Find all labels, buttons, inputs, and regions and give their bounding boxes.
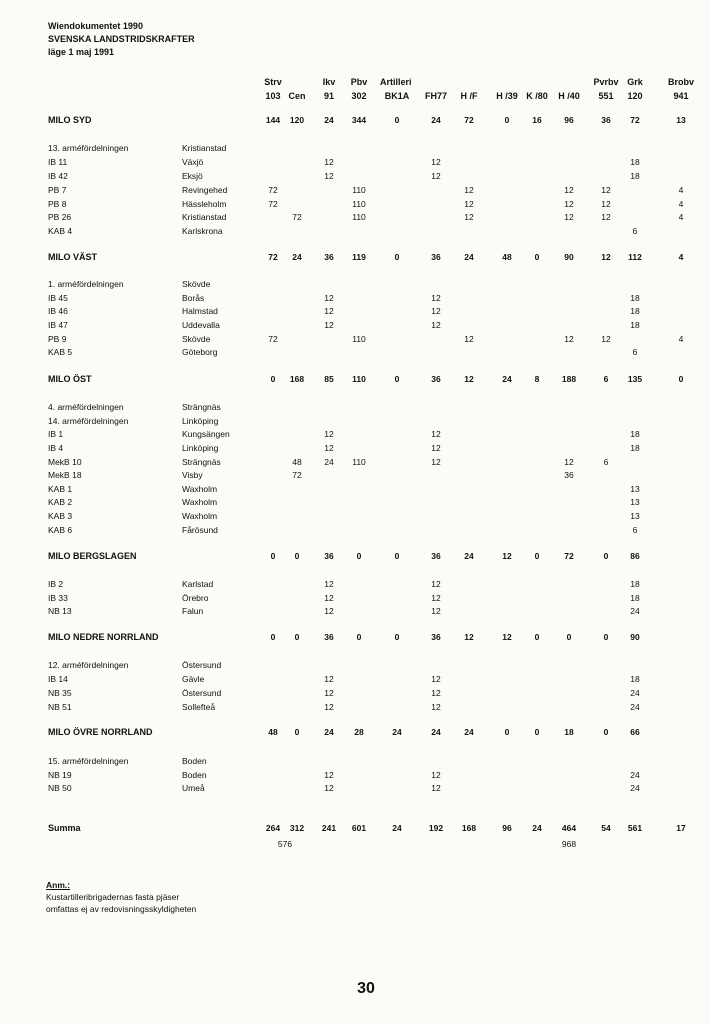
- table-cell: 12: [601, 334, 611, 344]
- unit-name: IB 42: [48, 171, 68, 181]
- table-cell: 36: [601, 115, 611, 125]
- table-cell: 144: [265, 115, 281, 125]
- unit-name: 13. arméfördelningen: [48, 143, 129, 153]
- table-cell: 12: [324, 702, 334, 712]
- table-cell: 12: [431, 702, 441, 712]
- table-cell: 18: [630, 443, 640, 453]
- unit-location: Boden: [182, 770, 207, 780]
- table-cell: 90: [630, 632, 640, 642]
- table-cell: 4: [678, 199, 684, 209]
- unit-location: Östersund: [182, 660, 222, 670]
- unit-name: NB 35: [48, 688, 72, 698]
- unit-location: Fårösund: [182, 525, 218, 535]
- table-cell: 12: [431, 688, 441, 698]
- table-cell: 0: [504, 115, 510, 125]
- column-header-top: Strv: [264, 77, 282, 87]
- table-cell: 12: [431, 320, 441, 330]
- table-cell: 135: [627, 374, 643, 384]
- table-cell: 13: [630, 497, 640, 507]
- footnote-line-2: omfattas ej av redovisningsskyldigheten: [46, 904, 197, 914]
- table-cell: 36: [431, 252, 441, 262]
- unit-name: IB 47: [48, 320, 68, 330]
- table-cell: 0: [603, 727, 609, 737]
- column-header-top: Brobv: [667, 77, 695, 87]
- subtotal-value: 576: [277, 839, 293, 849]
- table-cell: 0: [270, 632, 276, 642]
- column-header-top: Ikv: [322, 77, 336, 87]
- unit-name: PB 26: [48, 212, 72, 222]
- column-header-bottom: 91: [323, 91, 335, 101]
- table-cell: 48: [268, 727, 278, 737]
- unit-name: MekB 18: [48, 470, 82, 480]
- table-cell: 36: [431, 374, 441, 384]
- unit-name: 15. arméfördelningen: [48, 756, 129, 766]
- table-cell: 18: [630, 171, 640, 181]
- table-cell: 72: [268, 252, 278, 262]
- table-cell: 12: [431, 429, 441, 439]
- table-cell: 12: [324, 443, 334, 453]
- unit-location: Waxholm: [182, 497, 218, 507]
- table-cell: 12: [564, 457, 574, 467]
- table-cell: 12: [324, 674, 334, 684]
- table-cell: 264: [265, 823, 281, 833]
- table-cell: 12: [431, 306, 441, 316]
- table-cell: 36: [324, 551, 334, 561]
- unit-location: Östersund: [182, 688, 222, 698]
- unit-location: Karlskrona: [182, 226, 223, 236]
- unit-name: NB 13: [48, 606, 72, 616]
- unit-location: Strängnäs: [182, 402, 221, 412]
- table-cell: 66: [630, 727, 640, 737]
- table-cell: 24: [532, 823, 542, 833]
- unit-name: IB 33: [48, 593, 68, 603]
- unit-name: 12. arméfördelningen: [48, 660, 129, 670]
- table-cell: 12: [464, 212, 474, 222]
- table-cell: 24: [431, 115, 441, 125]
- footnote-title: Anm.:: [46, 880, 71, 890]
- unit-name: IB 14: [48, 674, 68, 684]
- table-cell: 24: [292, 252, 302, 262]
- table-cell: 110: [352, 374, 366, 384]
- table-cell: 168: [461, 823, 477, 833]
- table-cell: 12: [564, 334, 574, 344]
- unit-name: IB 1: [48, 429, 64, 439]
- table-cell: 12: [601, 252, 611, 262]
- unit-location: Sollefteå: [182, 702, 216, 712]
- column-header-bottom: BK1A: [384, 91, 410, 101]
- header-line-1: Wiendokumentet 1990: [48, 21, 143, 31]
- unit-location: Visby: [182, 470, 203, 480]
- unit-name: 1. arméfördelningen: [48, 279, 124, 289]
- table-cell: 12: [324, 157, 334, 167]
- unit-name: NB 19: [48, 770, 72, 780]
- table-cell: 24: [630, 783, 640, 793]
- table-cell: 36: [564, 470, 574, 480]
- unit-name: 4. arméfördelningen: [48, 402, 124, 412]
- table-cell: 96: [564, 115, 574, 125]
- table-cell: 12: [431, 770, 441, 780]
- table-cell: 18: [630, 293, 640, 303]
- table-cell: 0: [566, 632, 572, 642]
- table-cell: 90: [564, 252, 574, 262]
- column-header-bottom: Cen: [288, 91, 306, 101]
- unit-location: Waxholm: [182, 511, 218, 521]
- table-cell: 110: [352, 185, 366, 195]
- column-header-top: Pbv: [350, 77, 368, 87]
- unit-name: PB 8: [48, 199, 67, 209]
- table-cell: 12: [324, 593, 334, 603]
- table-cell: 12: [464, 374, 474, 384]
- table-cell: 13: [630, 511, 640, 521]
- table-cell: 0: [504, 727, 510, 737]
- table-cell: 4: [678, 252, 684, 262]
- unit-name: MILO ÖVRE NORRLAND: [48, 727, 153, 737]
- table-cell: 0: [356, 632, 362, 642]
- table-cell: 12: [431, 593, 441, 603]
- column-header-bottom: FH77: [424, 91, 448, 101]
- table-cell: 54: [601, 823, 611, 833]
- table-cell: 36: [324, 252, 334, 262]
- unit-name: 14. arméfördelningen: [48, 416, 129, 426]
- column-header-top: Artilleri: [380, 77, 412, 87]
- table-cell: 12: [324, 320, 334, 330]
- unit-name: Summa: [48, 823, 81, 833]
- unit-location: Eksjö: [182, 171, 203, 181]
- unit-location: Halmstad: [182, 306, 218, 316]
- table-cell: 12: [431, 293, 441, 303]
- table-cell: 6: [632, 525, 638, 535]
- table-cell: 36: [431, 632, 441, 642]
- table-cell: 48: [502, 252, 512, 262]
- table-cell: 0: [394, 632, 400, 642]
- table-cell: 72: [268, 185, 278, 195]
- table-cell: 12: [464, 199, 474, 209]
- unit-location: Strängnäs: [182, 457, 221, 467]
- table-cell: 112: [628, 252, 642, 262]
- unit-location: Falun: [182, 606, 204, 616]
- unit-location: Karlstad: [182, 579, 214, 589]
- unit-name: PB 9: [48, 334, 67, 344]
- table-cell: 24: [392, 823, 402, 833]
- table-cell: 24: [630, 688, 640, 698]
- table-cell: 12: [431, 457, 441, 467]
- column-header-bottom: 103: [265, 91, 281, 101]
- unit-location: Kristianstad: [182, 143, 227, 153]
- table-cell: 0: [534, 727, 540, 737]
- table-cell: 0: [394, 374, 400, 384]
- unit-name: NB 50: [48, 783, 72, 793]
- table-cell: 312: [289, 823, 305, 833]
- unit-name: KAB 3: [48, 511, 73, 521]
- table-cell: 24: [431, 727, 441, 737]
- unit-location: Borås: [182, 293, 205, 303]
- table-cell: 12: [431, 171, 441, 181]
- table-cell: 168: [289, 374, 305, 384]
- table-cell: 0: [294, 632, 300, 642]
- table-cell: 72: [268, 334, 278, 344]
- table-cell: 18: [630, 157, 640, 167]
- table-cell: 24: [324, 115, 334, 125]
- header-line-2: SVENSKA LANDSTRIDSKRAFTER: [48, 34, 195, 44]
- unit-location: Hässleholm: [182, 199, 227, 209]
- table-cell: 0: [270, 551, 276, 561]
- table-cell: 12: [464, 632, 474, 642]
- table-cell: 12: [324, 579, 334, 589]
- table-cell: 0: [603, 551, 609, 561]
- table-cell: 0: [356, 551, 362, 561]
- unit-name: KAB 1: [48, 484, 73, 494]
- table-cell: 0: [294, 551, 300, 561]
- table-cell: 0: [534, 551, 540, 561]
- table-cell: 18: [630, 674, 640, 684]
- table-cell: 12: [601, 212, 611, 222]
- table-cell: 24: [324, 727, 334, 737]
- unit-location: Växjö: [182, 157, 204, 167]
- table-cell: 18: [630, 306, 640, 316]
- table-cell: 12: [564, 199, 574, 209]
- column-header-bottom: 551: [598, 91, 614, 101]
- column-header-top: Grk: [627, 77, 643, 87]
- unit-location: Boden: [182, 756, 207, 766]
- table-cell: 24: [630, 702, 640, 712]
- unit-name: PB 7: [48, 185, 67, 195]
- unit-location: Örebro: [182, 593, 209, 603]
- table-cell: 12: [564, 212, 574, 222]
- unit-location: Linköping: [182, 416, 219, 426]
- table-cell: 13: [676, 115, 686, 125]
- unit-name: NB 51: [48, 702, 72, 712]
- table-cell: 110: [352, 212, 366, 222]
- table-cell: 72: [292, 470, 302, 480]
- table-cell: 24: [392, 727, 402, 737]
- table-cell: 120: [289, 115, 305, 125]
- table-cell: 12: [324, 429, 334, 439]
- table-cell: 12: [431, 783, 441, 793]
- unit-location: Kungsängen: [182, 429, 230, 439]
- page-number: 30: [357, 980, 375, 997]
- table-cell: 72: [464, 115, 474, 125]
- table-cell: 8: [534, 374, 540, 384]
- table-cell: 18: [564, 727, 574, 737]
- table-cell: 18: [630, 429, 640, 439]
- table-cell: 12: [464, 334, 474, 344]
- unit-name: MILO VÄST: [48, 252, 97, 262]
- table-cell: 12: [601, 185, 611, 195]
- table-cell: 48: [292, 457, 302, 467]
- table-cell: 4: [678, 212, 684, 222]
- table-cell: 24: [502, 374, 512, 384]
- table-cell: 4: [678, 334, 684, 344]
- table-cell: 28: [354, 727, 364, 737]
- unit-name: MILO SYD: [48, 115, 92, 125]
- table-cell: 18: [630, 593, 640, 603]
- table-cell: 12: [431, 157, 441, 167]
- table-cell: 72: [268, 199, 278, 209]
- table-cell: 18: [630, 320, 640, 330]
- table-cell: 241: [321, 823, 337, 833]
- table-cell: 12: [324, 770, 334, 780]
- table-cell: 12: [431, 443, 441, 453]
- table-cell: 344: [351, 115, 367, 125]
- unit-name: MILO BERGSLAGEN: [48, 551, 137, 561]
- footnote-line-1: Kustartilleribrigadernas fasta pjäser: [46, 892, 180, 902]
- table-cell: 12: [502, 632, 512, 642]
- table-cell: 24: [464, 551, 474, 561]
- table-cell: 12: [431, 606, 441, 616]
- table-cell: 0: [603, 632, 609, 642]
- table-cell: 0: [534, 252, 540, 262]
- table-cell: 188: [561, 374, 577, 384]
- unit-name: KAB 5: [48, 347, 73, 357]
- table-cell: 96: [502, 823, 512, 833]
- table-cell: 72: [630, 115, 640, 125]
- table-cell: 4: [678, 185, 684, 195]
- table-cell: 24: [630, 606, 640, 616]
- table-cell: 0: [270, 374, 276, 384]
- table-cell: 464: [561, 823, 577, 833]
- unit-location: Revingehed: [182, 185, 228, 195]
- table-cell: 12: [564, 185, 574, 195]
- table-cell: 561: [627, 823, 643, 833]
- table-cell: 601: [351, 823, 367, 833]
- table-cell: 12: [502, 551, 512, 561]
- column-header-bottom: H /40: [558, 91, 580, 101]
- table-cell: 36: [431, 551, 441, 561]
- unit-name: IB 2: [48, 579, 64, 589]
- unit-location: Kristianstad: [182, 212, 227, 222]
- table-cell: 12: [464, 185, 474, 195]
- table-cell: 110: [352, 199, 366, 209]
- table-cell: 0: [294, 727, 300, 737]
- unit-name: IB 46: [48, 306, 68, 316]
- table-cell: 6: [632, 226, 638, 236]
- unit-location: Skövde: [182, 279, 211, 289]
- table-cell: 110: [352, 457, 366, 467]
- table-cell: 86: [630, 551, 640, 561]
- table-cell: 192: [428, 823, 444, 833]
- table-cell: 0: [394, 252, 400, 262]
- table-cell: 12: [324, 171, 334, 181]
- unit-name: MILO NEDRE NORRLAND: [48, 632, 159, 642]
- unit-location: Uddevalla: [182, 320, 220, 330]
- table-cell: 12: [601, 199, 611, 209]
- unit-location: Göteborg: [182, 347, 218, 357]
- table-cell: 24: [324, 457, 334, 467]
- unit-location: Gävle: [182, 674, 205, 684]
- table-cell: 6: [603, 374, 609, 384]
- table-cell: 85: [324, 374, 334, 384]
- table-cell: 13: [630, 484, 640, 494]
- column-header-bottom: H /F: [460, 91, 478, 101]
- table-cell: 72: [564, 551, 574, 561]
- table-cell: 12: [431, 674, 441, 684]
- table-cell: 0: [394, 551, 400, 561]
- table-cell: 6: [632, 347, 638, 357]
- unit-name: IB 11: [48, 157, 68, 167]
- table-cell: 17: [676, 823, 686, 833]
- table-cell: 12: [324, 306, 334, 316]
- table-cell: 12: [324, 783, 334, 793]
- table-cell: 24: [464, 727, 474, 737]
- column-header-top: Pvrbv: [593, 77, 619, 87]
- table-cell: 72: [292, 212, 302, 222]
- unit-name: KAB 2: [48, 497, 73, 507]
- table-cell: 18: [630, 579, 640, 589]
- footnote: [46, 879, 196, 915]
- unit-location: Umeå: [182, 783, 205, 793]
- table-cell: 0: [678, 374, 684, 384]
- table-cell: 12: [324, 688, 334, 698]
- table-cell: 12: [324, 606, 334, 616]
- column-header-bottom: K /80: [526, 91, 548, 101]
- column-header-bottom: 302: [351, 91, 367, 101]
- unit-location: Linköping: [182, 443, 219, 453]
- unit-name: IB 45: [48, 293, 68, 303]
- table-cell: 36: [324, 632, 334, 642]
- unit-name: IB 4: [48, 443, 64, 453]
- unit-location: Skövde: [182, 334, 211, 344]
- column-header-bottom: 941: [673, 91, 689, 101]
- table-cell: 24: [630, 770, 640, 780]
- table-cell: 0: [534, 632, 540, 642]
- unit-name: MekB 10: [48, 457, 82, 467]
- unit-name: KAB 4: [48, 226, 73, 236]
- table-cell: 110: [352, 334, 366, 344]
- column-header-bottom: H /39: [496, 91, 518, 101]
- document-header: [48, 20, 195, 59]
- table-cell: 12: [431, 579, 441, 589]
- table-cell: 16: [532, 115, 542, 125]
- table-cell: 0: [394, 115, 400, 125]
- header-line-3: läge 1 maj 1991: [48, 47, 115, 57]
- unit-name: MILO ÖST: [48, 374, 92, 384]
- subtotal-value: 968: [561, 839, 577, 849]
- table-cell: 12: [324, 293, 334, 303]
- column-header-bottom: 120: [627, 91, 643, 101]
- table-cell: 119: [352, 252, 366, 262]
- unit-name: KAB 6: [48, 525, 73, 535]
- unit-location: Waxholm: [182, 484, 218, 494]
- table-cell: 6: [603, 457, 609, 467]
- table-cell: 24: [464, 252, 474, 262]
